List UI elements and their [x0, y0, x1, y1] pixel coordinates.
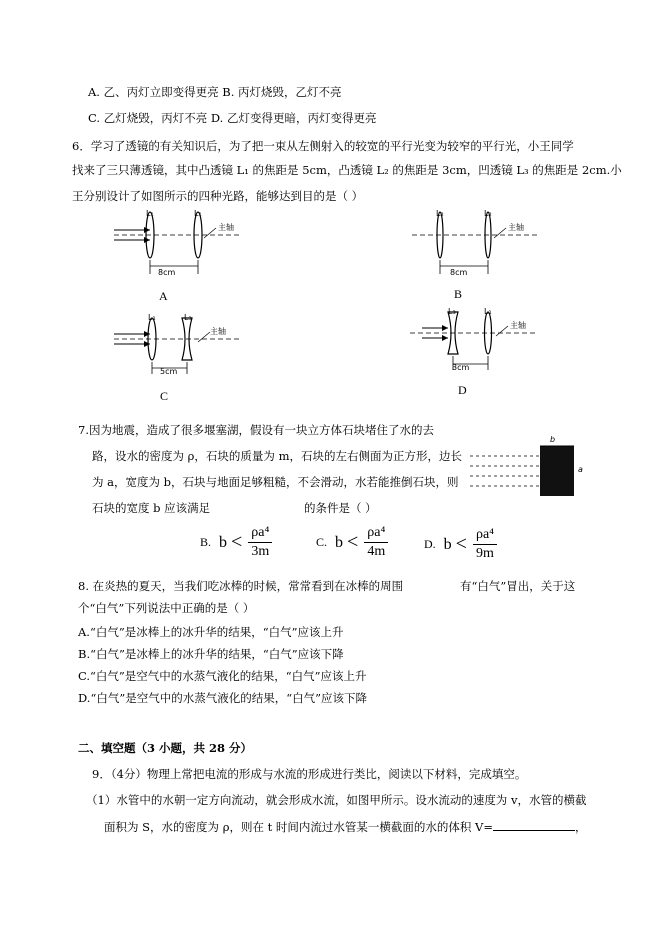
fig-d-label: D	[458, 383, 467, 397]
fig-b-distance-label: 8cm	[450, 268, 468, 277]
q7-option-d	[424, 526, 497, 563]
q9-text-line3-end: ，	[574, 820, 587, 834]
stone-block-figure	[468, 436, 588, 500]
fig-c-lens2-label: L₃	[184, 313, 192, 322]
q6-text-line3: 王分别设计了如图所示的四种光路，能够达到目的是（ ）	[72, 189, 364, 203]
q8-option-d: D.“白气”是空气中的水蒸气液化的结果，“白气”应该下降	[78, 691, 367, 705]
q7-text-line3: 为 a，宽度为 b，石块与地面足够粗糙，不会滑动，水若能推倒石块，则	[92, 475, 459, 489]
lens-figure-d	[408, 306, 538, 378]
q8-option-a: A.“白气”是冰棒上的冰升华的结果，“白气”应该上升	[78, 625, 344, 639]
q8-text-line1b: 有“白气”冒出，关于这	[460, 579, 576, 593]
q6-text-line2: 找来了三只薄透镜，其中凸透镜 L₁ 的焦距是 5cm，凸透镜 L₂ 的焦距是 3cm，凹透镜 L₃ 的焦距是 2cm.小	[72, 163, 622, 177]
q7-option-d-label: D.	[424, 537, 436, 551]
q5-options-line1: A. 乙、丙灯立即变得更亮 B. 丙灯烧毁，乙灯不亮	[88, 85, 342, 99]
q7-option-d-denominator: 9m	[476, 546, 494, 561]
fig-d-main-axis-label: 主轴	[510, 321, 526, 330]
q7-option-c-numerator: ρa⁴	[364, 524, 388, 543]
fig-b-lens1-label: L₂	[436, 209, 444, 218]
fig-c-label: C	[160, 389, 169, 403]
fig-a-lens1-label: L₁	[146, 209, 154, 218]
q9-text-line3	[104, 818, 586, 835]
fig-d-lens1-label: L₃	[448, 307, 456, 316]
q9-text-line2: （1）水管中的水朝一定方向流动，就会形成水流，如图甲所示。设水流动的速度为 v，水管的横截	[86, 793, 587, 807]
q9-text-line1: 9．（4分）物理上常把电流的形成与水流的形成进行类比，阅读以下材料，完成填空。	[92, 767, 527, 781]
stone-side-label: a	[578, 465, 583, 474]
q5-options-line2: C. 乙灯烧毁，丙灯不亮 D. 乙灯变得更暗，丙灯变得更亮	[88, 111, 377, 125]
fig-c-distance-label: 5cm	[160, 367, 178, 376]
q9-text-line3-content: 面积为 S，水的密度为 ρ，则在 t 时间内流过水管某一横截面的水的体积 V=	[104, 820, 493, 834]
fig-a-distance-label: 8cm	[158, 268, 176, 277]
q7-option-b-label: B.	[200, 535, 212, 549]
less-than-icon: <	[347, 531, 359, 553]
q6-text-line1: 6．学习了透镜的有关知识后，为了把一束从左侧射入的较宽的平行光变为较窄的平行光，小王同学	[72, 139, 574, 153]
fig-b-lens2-label: L₂	[484, 209, 492, 218]
fig-d-distance-label: 3cm	[452, 363, 470, 372]
q8-text-line1a-content: 8. 在炎热的夏天，当我们吃冰棒的时候，常常看到在冰棒的周围	[78, 579, 404, 593]
q7-text-line2: 路，设水的密度为 ρ，石块的质量为 m，石块的左右侧面为正方形，边长	[92, 449, 462, 463]
q7-option-b-numerator: ρa⁴	[248, 524, 272, 543]
fig-c-lens1-label: L₁	[148, 313, 156, 322]
q7-text-line4: 石块的宽度 b 应该满足	[92, 501, 211, 515]
q7-option-d-numerator: ρa⁴	[473, 526, 497, 545]
fig-c-main-axis-label: 主轴	[210, 327, 226, 336]
section-title-fill-in: 二、填空题（3 小题，共 28 分）	[78, 741, 253, 755]
fig-b-main-axis-label: 主轴	[508, 223, 524, 232]
q8-option-b: B.“白气”是冰棒上的冰升华的结果，“白气”应该下降	[78, 647, 344, 661]
q7-option-c	[316, 524, 388, 561]
q8-option-c: C.“白气”是空气中的水蒸气液化的结果，“白气”应该上升	[78, 669, 367, 683]
q7-option-b-var: b	[219, 533, 228, 551]
q7-option-c-label: C.	[316, 535, 328, 549]
q7-text-line1: 7.因为地震，造成了很多堰塞湖，假设有一块立方体石块堵住了水的去	[78, 423, 434, 437]
less-than-icon: <	[231, 531, 243, 553]
fig-a-label: A	[159, 289, 168, 303]
q7-option-c-var: b	[335, 533, 344, 551]
q7-option-b-denominator: 3m	[251, 544, 270, 559]
q7-text-line4b: 的条件是（ ）	[304, 501, 377, 515]
fig-d-lens2-label: L₁	[484, 307, 492, 316]
fig-b-label: B	[454, 287, 463, 301]
stone-width-label: b	[550, 435, 556, 444]
less-than-icon: <	[455, 533, 467, 555]
fig-a-main-axis-label: 主轴	[218, 223, 234, 232]
q7-option-c-denominator: 4m	[367, 544, 386, 559]
answer-blank[interactable]	[493, 818, 575, 831]
q7-option-d-var: b	[443, 535, 452, 553]
q8-text-line2: 个“白气”下列说法中正确的是（ ）	[78, 601, 255, 615]
q8-text-line1a	[78, 578, 403, 594]
fig-a-lens2-label: L₁	[194, 209, 202, 218]
q7-option-b	[200, 524, 272, 561]
